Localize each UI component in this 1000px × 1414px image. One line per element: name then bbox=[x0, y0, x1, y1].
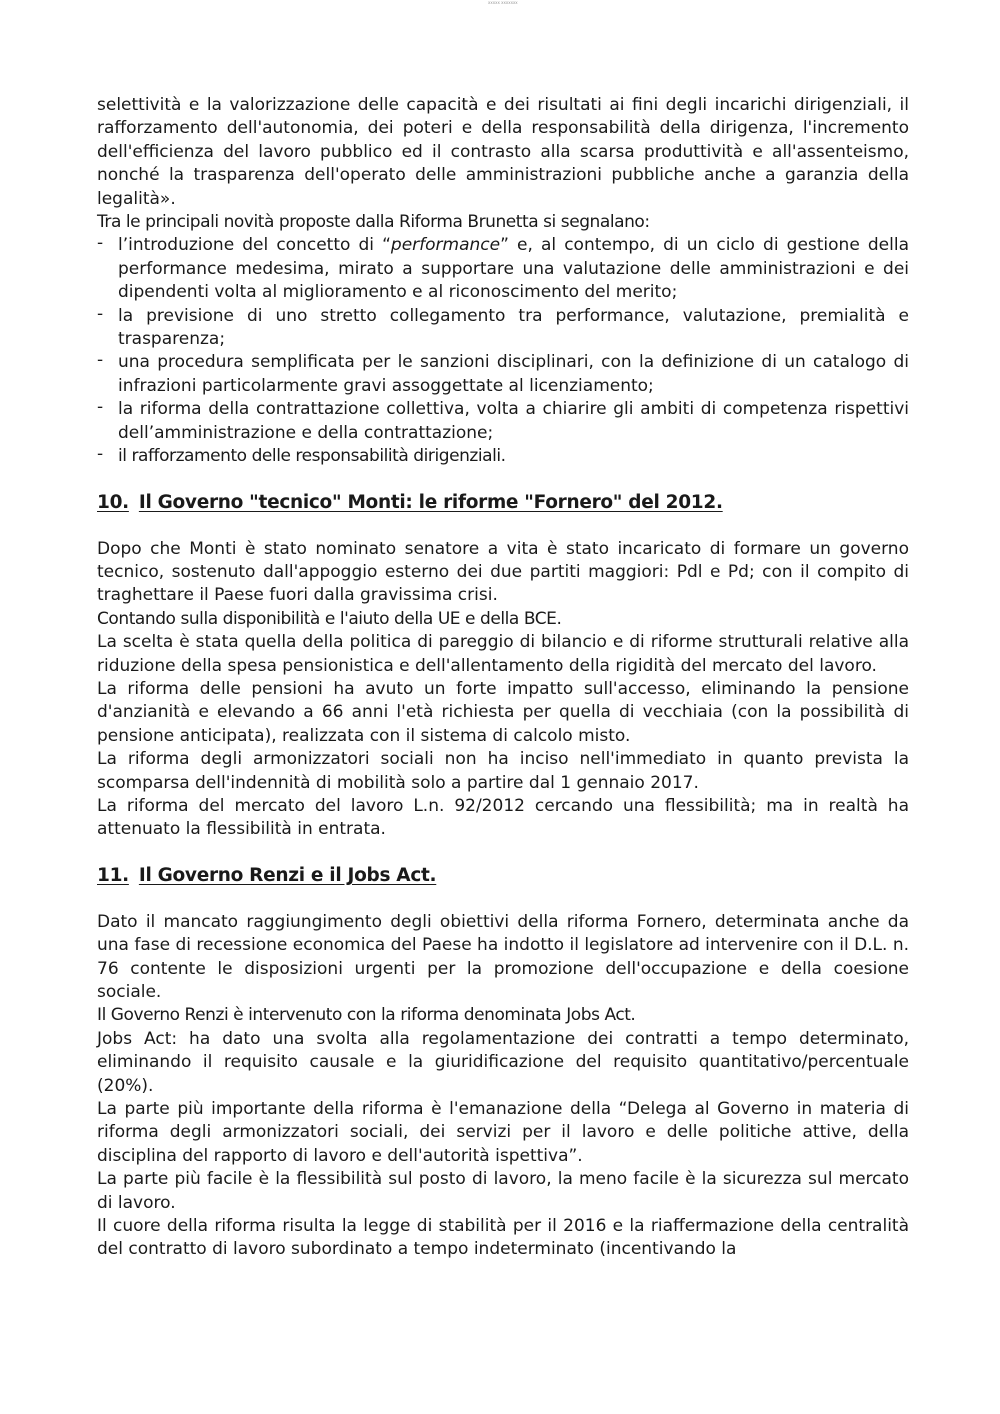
section-11-paragraph: La parte più importante della riforma è l'emanazione della “Delega al Governo in materia di riforma degli armonizzatori sociali, dei servizi per il lavoro e delle politiche attive, della disciplina del rapporto di lavoro e dell'autorità ispettiva”. bbox=[97, 1099, 909, 1166]
list-item-emphasis: performance bbox=[390, 235, 501, 256]
section-11-heading bbox=[97, 864, 909, 888]
list-item-text: l’introduzione del concetto di “ bbox=[118, 235, 391, 256]
section-11-paragraph: Dato il mancato raggiungimento degli obiettivi della riforma Fornero, determinata anche da una fase di recessione economica del Paese ha indotto il legislatore ad intervenire con il D.L. n. 76 contente le disposizioni urgenti per la promozione dell'occupazione e della coesione sociale. bbox=[97, 911, 910, 1002]
list-item-text: ” e, al contempo, di un ciclo di gestione della performance medesima, mirato a supportare una valutazione delle amministrazioni e dei dipendenti volta al miglioramento e al riconoscimento del merito; bbox=[118, 235, 909, 303]
list-item bbox=[97, 305, 909, 352]
list-item bbox=[97, 351, 909, 398]
list-item-text: una procedura semplificata per le sanzioni disciplinari, con la definizione di un catalogo di infrazioni particolarmente gravi assoggettate al licenziamento; bbox=[118, 352, 909, 396]
bullet-dash: - bbox=[97, 444, 104, 465]
bullet-dash: - bbox=[97, 350, 104, 371]
list-item-text: il rafforzamento delle responsabilità dirigenziali. bbox=[118, 446, 506, 467]
reform-novelties-list bbox=[97, 234, 909, 468]
list-item-text: la previsione di uno stretto collegamento tra performance, valutazione, premialità e trasparenza; bbox=[118, 305, 909, 350]
section-11-paragraph: Il cuore della riforma risulta la legge di stabilità per il 2016 e la riaffermazione della centralità del contratto di lavoro subordinato a tempo indeterminato (incentivando la bbox=[97, 1216, 909, 1260]
section-10-paragraph: La riforma del mercato del lavoro L.n. 92/2012 cercando una flessibilità; ma in realtà ha attenuato la flessibilità in entrata. bbox=[97, 795, 909, 840]
page-header-mark: xxxxx xxxxxxx bbox=[488, 0, 518, 5]
section-title: Il Governo "tecnico" Monti: le riforme "Fornero" del 2012. bbox=[138, 491, 723, 513]
list-item bbox=[97, 234, 909, 304]
section-10-paragraph: La riforma degli armonizzatori sociali non ha inciso nell'immediato in quanto prevista la scomparsa dell'indennità di mobilità solo a partire dal 1 gennaio 2017. bbox=[97, 749, 909, 793]
document-page bbox=[97, 94, 909, 1262]
section-10-paragraph: Contando sulla disponibilità e l'aiuto della UE e della BCE. bbox=[97, 608, 562, 629]
section-10-heading bbox=[97, 491, 909, 515]
section-number: 10. bbox=[97, 491, 129, 513]
bullet-dash: - bbox=[97, 233, 104, 254]
list-item bbox=[97, 445, 909, 468]
bullet-dash: - bbox=[97, 397, 104, 418]
bullet-dash: - bbox=[97, 303, 104, 324]
section-10-paragraph: La scelta è stata quella della politica di pareggio di bilancio e di riforme strutturali relative alla riduzione della spesa pensionistica e dell'allentamento della rigidità del mercato del lavoro. bbox=[97, 632, 909, 676]
intro-paragraph-1: selettività e la valorizzazione delle capacità e dei risultati ai fini degli incarichi dirigenziali, il rafforzamento dell'autonomia, dei poteri e della responsabilità della dirigenza, l'incremento dell'efficienza del lavoro pubblico ed il contrasto alla scarsa produttività e all'assenteismo, nonché la trasparenza dell'operato delle amministrazioni pubbliche anche a garanzia della legalità». bbox=[97, 95, 909, 209]
section-10-paragraph: La riforma delle pensioni ha avuto un forte impatto sull'accesso, eliminando la pensione d'anzianità e elevando a 66 anni l'età richiesta per quella di vecchiaia (con la possibilità di pensione anticipata), realizzata con il sistema di calcolo misto. bbox=[97, 678, 909, 746]
section-11-paragraph: Jobs Act: ha dato una svolta alla regolamentazione dei contratti a tempo determinato, eliminando il requisito causale e la giuridificazione del requisito quantitativo/percentuale (20%). bbox=[97, 1028, 909, 1096]
list-item bbox=[97, 398, 909, 445]
list-item-text: la riforma della contrattazione collettiva, volta a chiarire gli ambiti di competenza rispettivi dell’amministrazione e della contrattazione; bbox=[118, 399, 909, 443]
section-10-paragraph: Dopo che Monti è stato nominato senatore a vita è stato incaricato di formare un governo tecnico, sostenuto dall'appoggio esterno dei due partiti maggiori: Pdl e Pd; con il compito di traghettare il Paese fuori dalla gravissima crisi. bbox=[97, 538, 909, 606]
section-number: 11. bbox=[97, 864, 129, 886]
section-11-paragraph: La parte più facile è la flessibilità sul posto di lavoro, la meno facile è la sicurezza sul mercato di lavoro. bbox=[97, 1169, 909, 1213]
section-11-paragraph: Il Governo Renzi è intervenuto con la riforma denominata Jobs Act. bbox=[97, 1005, 636, 1026]
section-title: Il Governo Renzi e il Jobs Act. bbox=[138, 864, 437, 886]
intro-paragraph-2: Tra le principali novità proposte dalla Riforma Brunetta si segnalano: bbox=[97, 212, 650, 233]
